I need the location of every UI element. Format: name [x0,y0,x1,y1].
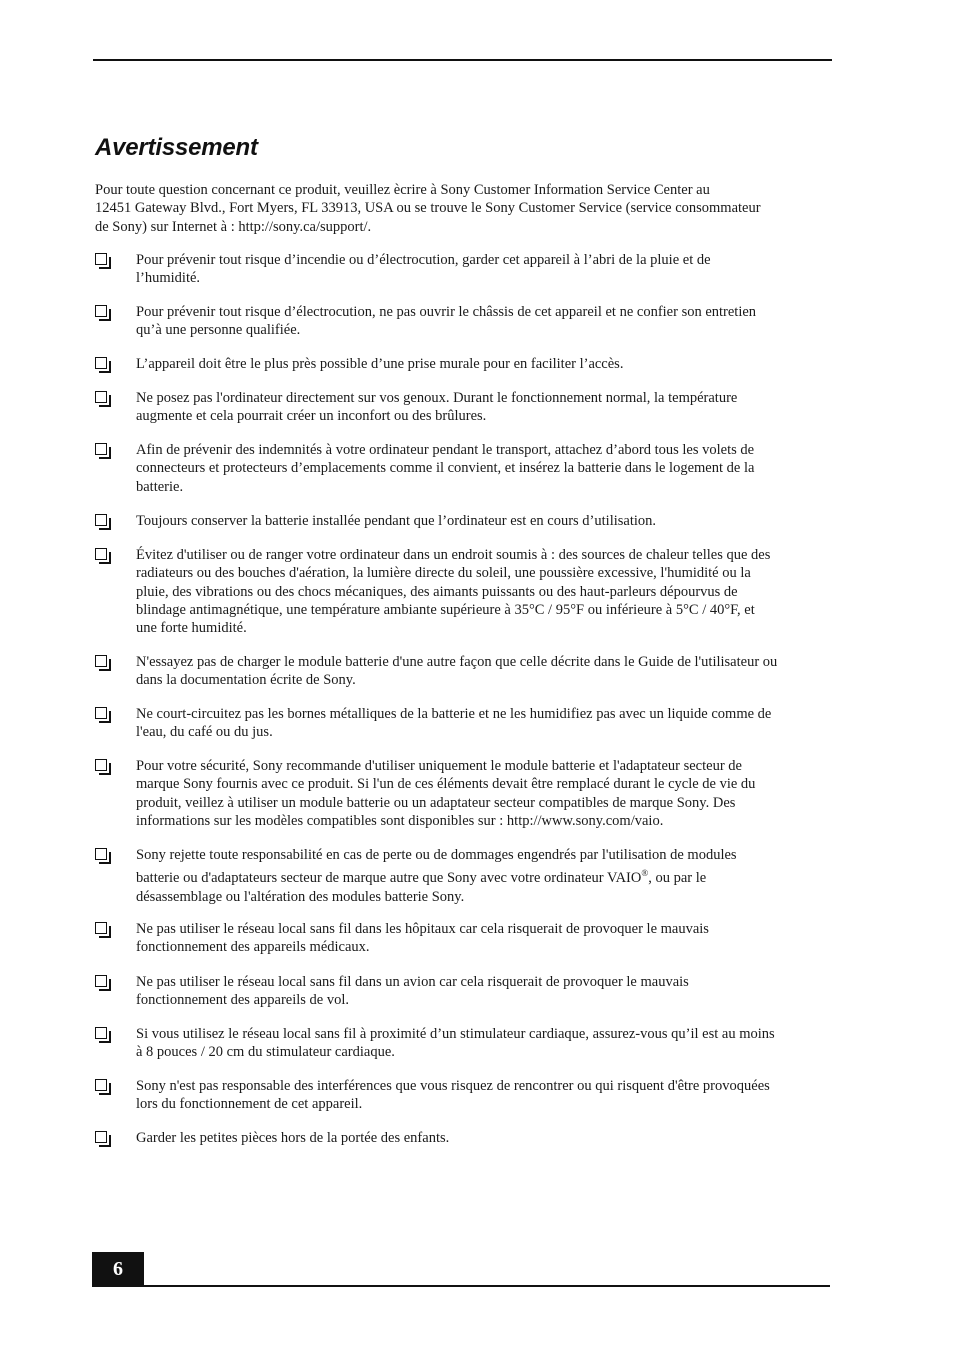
intro-line: Pour toute question concernant ce produit, veuillez ècrire à Sony Customer Information Service Center au [95,182,710,198]
text-segment: batterie ou d'adaptateurs secteur de marque autre que Sony avec votre ordinateur VAIO [136,870,642,887]
warning-text [136,757,836,830]
warning-text [136,512,836,530]
warning-text [136,1129,836,1147]
text-line: dans la documentation écrite de Sony. [136,672,356,689]
text-line: Pour prévenir tout risque d’incendie ou d’électrocution, garder cet appareil à l’abri de la pluie et de [136,252,711,268]
warning-text [136,355,836,373]
text-line: Sony rejette toute responsabilité en cas de perte ou de dommages engendrés par l'utilisation de modules [136,847,737,863]
text-line: connecteurs et protecteurs d’emplacements comme il convient, et insérez la batterie dans le logement de la [136,460,755,477]
text-line: Ne court-circuitez pas les bornes métalliques de la batterie et ne les humidifiez pas avec un liquide comme de [136,706,772,722]
checkbox-bullet-icon [95,1131,107,1143]
intro-line: 12451 Gateway Blvd., Fort Myers, FL 33913, USA ou se trouve le Sony Customer Service (service consommateur [95,200,761,217]
warning-text [136,973,836,1010]
warning-text [136,389,836,426]
warning-text [136,920,836,957]
warning-text [136,251,836,288]
text-line: à 8 pouces / 20 cm du stimulateur cardiaque. [136,1044,395,1061]
checkbox-bullet-icon [95,1079,107,1091]
text-line: augmente et cela pourrait créer un inconfort ou des brûlures. [136,408,487,425]
text-line: une forte humidité. [136,620,247,637]
warning-text [136,1025,836,1062]
warning-text [136,441,836,496]
intro-line: de Sony) sur Internet à : http://sony.ca/support/. [95,218,372,235]
intro-paragraph [95,181,835,236]
warning-text [136,303,836,340]
text-line: Évitez d'utiliser ou de ranger votre ordinateur dans un endroit soumis à : des sources de chaleur telles que des [136,547,771,563]
checkbox-bullet-icon [95,357,107,369]
text-line [136,869,836,887]
checkbox-bullet-icon [95,707,107,719]
text-line: lors du fonctionnement de cet appareil. [136,1096,363,1113]
text-line: radiateurs ou des bouches d'aération, la lumière directe du soleil, une poussière excessive, l'humidité ou la [136,565,751,582]
checkbox-bullet-icon [95,655,107,667]
text-line: Ne pas utiliser le réseau local sans fil dans un avion car cela risquerait de provoquer le mauvais [136,974,689,990]
checkbox-bullet-icon [95,305,107,317]
text-line: Sony n'est pas responsable des interférences que vous risquez de rencontrer ou qui risquent d'être provoquées [136,1078,770,1094]
warning-text [136,546,836,637]
warning-text [136,705,836,742]
text-line: Si vous utilisez le réseau local sans fil à proximité d’un stimulateur cardiaque, assurez-vous qu’il est au moins [136,1026,775,1042]
text-line: pluie, des vibrations ou des chocs mécaniques, des aimants puissants ou des haut-parleurs dépourvus de [136,583,738,600]
text-line: Afin de prévenir des indemnités à votre ordinateur pendant le transport, attachez d’abord tous les volets de [136,442,755,458]
warning-text [136,653,836,690]
checkbox-bullet-icon [95,443,107,455]
checkbox-bullet-icon [95,514,107,526]
text-line: fonctionnement des appareils médicaux. [136,939,370,956]
warning-text [136,1077,836,1114]
text-line: Garder les petites pièces hors de la portée des enfants. [136,1130,450,1146]
text-line: l'eau, du café ou du jus. [136,724,273,741]
checkbox-bullet-icon [95,548,107,560]
text-line: L’appareil doit être le plus près possible d’une prise murale pour en faciliter l’accès. [136,356,624,372]
text-line: produit, veillez à utiliser un module batterie ou un adaptateur secteur compatibles de marque Sony. Des [136,794,736,811]
text-line: marque Sony fournis avec ce produit. Si l'un de ces éléments devait être remplacé durant le cycle de vie du [136,776,756,793]
text-line: Ne posez pas l'ordinateur directement sur vos genoux. Durant le fonctionnement normal, la température [136,390,738,406]
warning-text [136,846,836,906]
text-line: batterie. [136,478,184,495]
page-number: 6 [92,1252,144,1287]
text-line: Pour prévenir tout risque d’électrocution, ne pas ouvrir le châssis de cet appareil et ne confier son entretien [136,304,757,320]
header-rule [93,59,832,61]
text-line: Toujours conserver la batterie installée pendant que l’ordinateur est en cours d’utilisation. [136,513,657,529]
checkbox-bullet-icon [95,1027,107,1039]
checkbox-bullet-icon [95,848,107,860]
text-line: informations sur les modèles compatibles sont disponibles sur : http://www.sony.com/vaio. [136,812,664,829]
checkbox-bullet-icon [95,759,107,771]
checkbox-bullet-icon [95,975,107,987]
text-line: blindage antimagnétique, une température ambiante supérieure à 35°C / 95°F ou inférieure à 5°C / 40°F, et [136,601,755,618]
text-line: désassemblage ou l'altération des modules batterie Sony. [136,888,465,905]
text-line: l’humidité. [136,270,201,287]
checkbox-bullet-icon [95,922,107,934]
text-segment: , ou par le [648,870,707,887]
registered-mark: ® [641,868,649,879]
checkbox-bullet-icon [95,253,107,265]
page-title: Avertissement [95,134,258,161]
text-line: fonctionnement des appareils de vol. [136,992,350,1009]
text-line: Pour votre sécurité, Sony recommande d'utiliser uniquement le module batterie et l'adaptateur secteur de [136,758,742,774]
footer-rule [144,1285,830,1287]
text-line: qu’à une personne qualifiée. [136,322,301,339]
checkbox-bullet-icon [95,391,107,403]
text-line: Ne pas utiliser le réseau local sans fil dans les hôpitaux car cela risquerait de provoquer le mauvais [136,921,709,937]
text-line: N'essayez pas de charger le module batterie d'une autre façon que celle décrite dans le Guide de l'utilisateur ou [136,654,778,670]
